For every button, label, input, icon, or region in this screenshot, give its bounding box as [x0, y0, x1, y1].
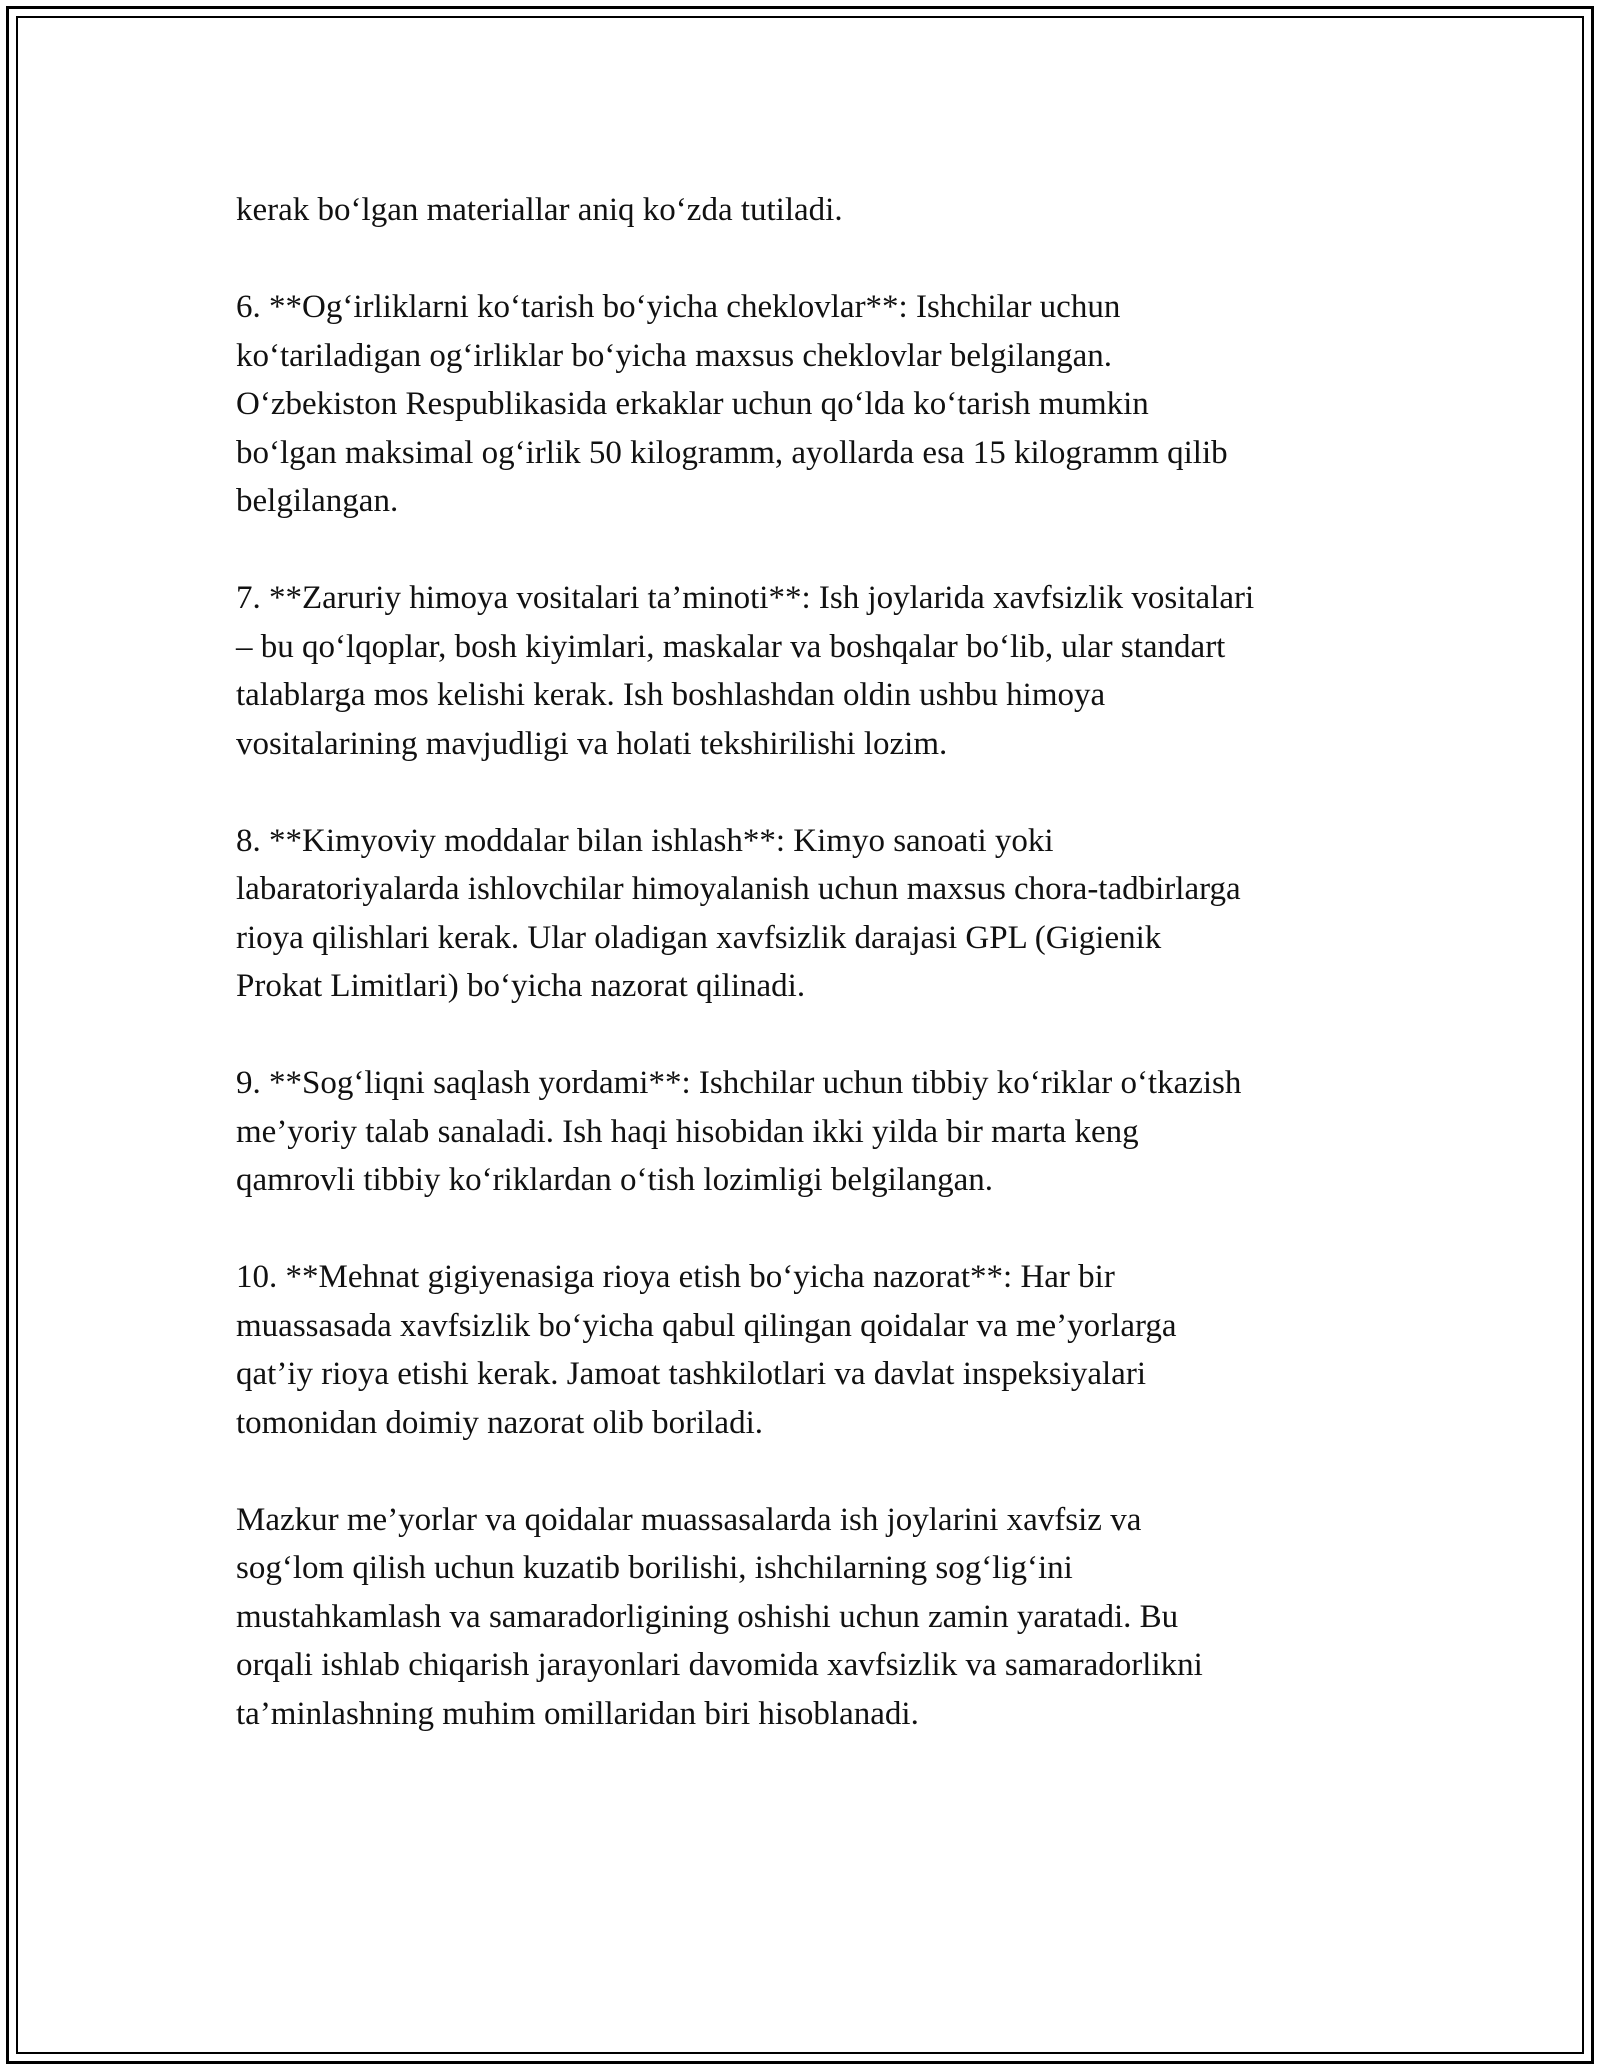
- paragraph-item-7: 7. **Zaruriy himoya vositalari ta’minoti**: Ish joylarida xavfsizlik vositalari – bu qo‘lqoplar, bosh kiyimlari, maskalar va boshqalar bo‘lib, ular standart talablarga mos kelishi kerak. Ish boshlashdan oldin ushbu himoya vositalarining mavjudligi va holati tekshirilishi lozim.: [236, 580, 1255, 762]
- paragraph-item-8: 8. **Kimyoviy moddalar bilan ishlash**: Kimyo sanoati yoki labaratoriyalarda ishlovchilar himoyalanish uchun maxsus chora-tadbirlarga rioya qilishlari kerak. Ular oladigan xavfsizlik darajasi GPL (Gigienik Prokat Limitlari) bo‘yicha nazorat qilinadi.: [236, 822, 1241, 1004]
- paragraph-item-10: 10. **Mehnat gigiyenasiga rioya etish bo‘yicha nazorat**: Har bir muassasada xavfsizlik bo‘yicha qabul qilingan qoidalar va me’yorlarga qat’iy rioya etishi kerak. Jamoat tashkilotlari va davlat inspeksiyalari tomonidan doimiy nazorat olib boriladi.: [236, 1259, 1177, 1441]
- document-body: [236, 186, 1376, 1738]
- paragraph-continuation: kerak bo‘lgan materiallar aniq ko‘zda tutiladi.: [236, 192, 843, 228]
- paragraph-conclusion: Mazkur me’yorlar va qoidalar muassasalarda ish joylarini xavfsiz va sog‘lom qilish uchun kuzatib borilishi, ishchilarning sog‘lig‘ini mustahkamlash va samaradorligining oshishi uchun zamin yaratadi. Bu orqali ishlab chiqarish jarayonlari davomida xavfsizlik va samaradorlikni ta’minlashning muhim omillaridan biri hisoblanadi.: [236, 1501, 1203, 1732]
- paragraph-item-6: 6. **Og‘irliklarni ko‘tarish bo‘yicha cheklovlar**: Ishchilar uchun ko‘tariladigan og‘irliklar bo‘yicha maxsus cheklovlar belgilangan. O‘zbekiston Respublikasida erkaklar uchun qo‘lda ko‘tarish mumkin bo‘lgan maksimal og‘irlik 50 kilogramm, ayollarda esa 15 kilogramm qilib belgilangan.: [236, 289, 1228, 519]
- paragraph-item-9: 9. **Sog‘liqni saqlash yordami**: Ishchilar uchun tibbiy ko‘riklar o‘tkazish me’yoriy talab sanaladi. Ish haqi hisobidan ikki yilda bir marta keng qamrovli tibbiy ko‘riklardan o‘tish lozimligi belgilangan.: [236, 1065, 1242, 1198]
